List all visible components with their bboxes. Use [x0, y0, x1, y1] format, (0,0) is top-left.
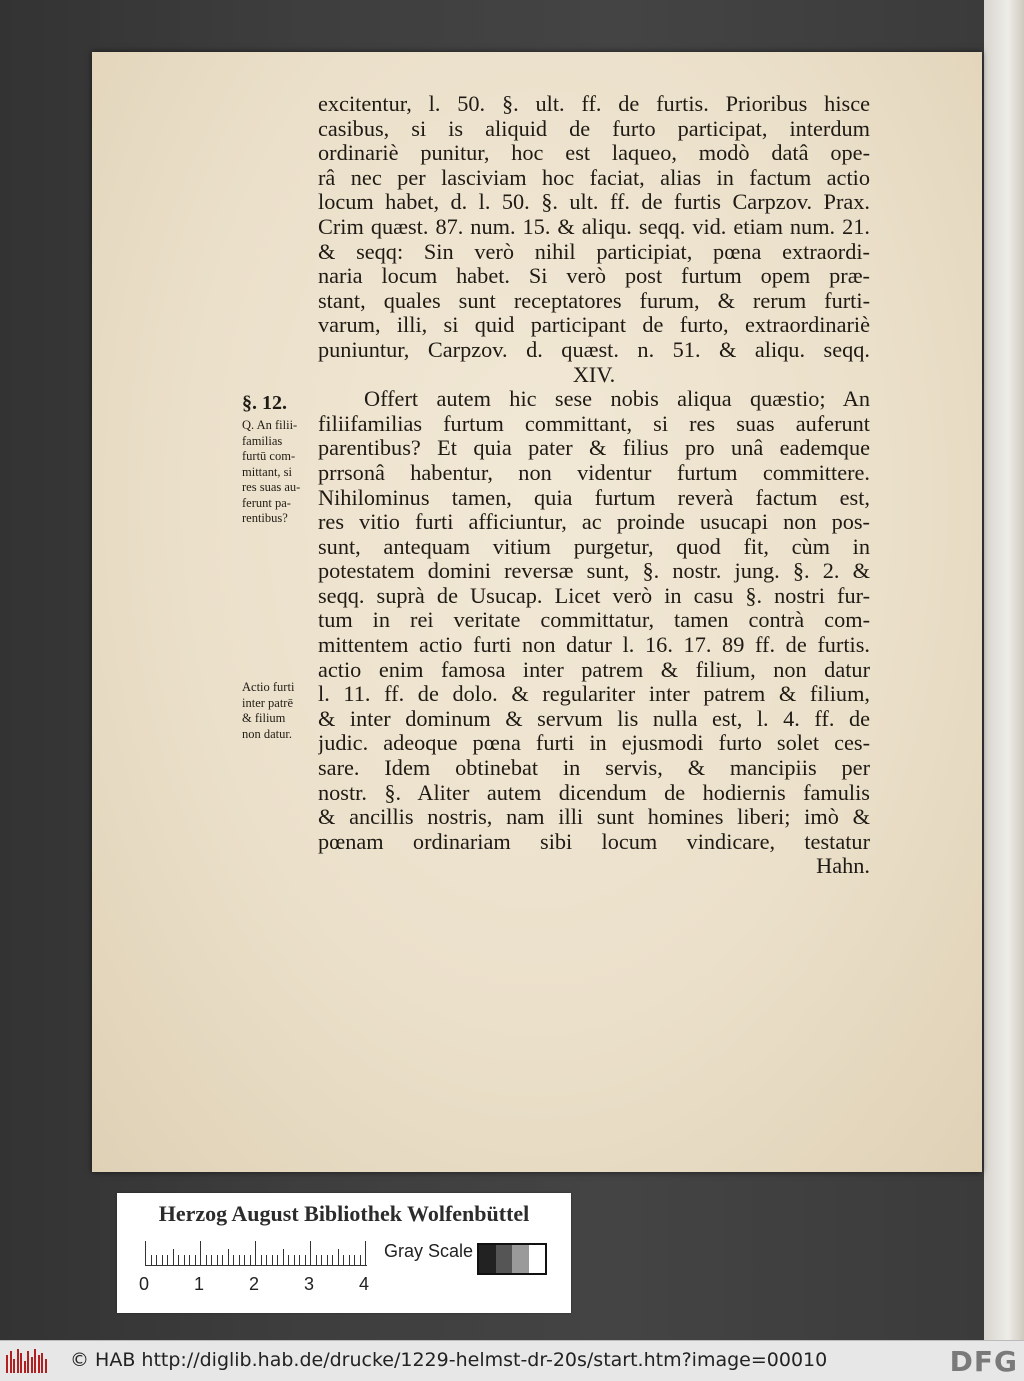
ruler-tick: [162, 1255, 163, 1265]
ruler-tick: [338, 1249, 339, 1265]
text-line: excitentur, l. 50. §. ult. ff. de furtis. Prioribus hisce: [318, 92, 870, 116]
book-page: [92, 52, 982, 1172]
ruler-baseline: [145, 1265, 367, 1266]
ruler-tick: [178, 1255, 179, 1265]
margin-note-line: familias: [242, 433, 283, 448]
ruler-tick: [151, 1255, 152, 1265]
ruler-tick: [299, 1255, 300, 1265]
text-line: & ancillis nostris, nam illi sunt homines liberi; imò &: [318, 805, 870, 830]
text-line: sare. Idem obtinebat in servis, & mancipiis per: [318, 756, 870, 781]
text-line: seqq. suprà de Usucap. Licet verò in casu §. nostri fur-: [318, 583, 870, 608]
ruler-tick: [184, 1255, 185, 1265]
text-line: râ nec per lasciviam hoc faciat, alias in factum actio: [318, 165, 870, 190]
section-number: §. 12.: [242, 392, 287, 414]
text-line: mittentem actio furti non datur l. 16. 17. 89 ff. de furtis.: [318, 633, 870, 658]
ruler-label: 1: [194, 1274, 205, 1294]
ruler-tick: [167, 1255, 168, 1265]
text-line: Nihilominus tamen, quia furtum reverà factum est,: [318, 485, 870, 510]
text-line: tum in rei veritate committatur, tamen contrà com-: [318, 608, 870, 633]
ruler-tick: [222, 1255, 223, 1265]
text-line: stant, quales sunt receptatores furum, & rerum furti-: [318, 288, 870, 313]
text-line: casibus, si is aliquid de furto participat, interdum: [318, 116, 870, 141]
text-line: res vitio furti afficiuntur, ac proinde usucapi non pos-: [318, 510, 870, 535]
ruler-tick: [206, 1255, 207, 1265]
ruler-tick: [173, 1249, 174, 1265]
text-line: & seqq: Sin verò nihil participiat, pœna extraordi-: [318, 239, 870, 264]
margin-note-line: res suas au-: [242, 480, 301, 494]
text-line: Crim quæst. 87. num. 15. & aliqu. seqq. vid. etiam num. 21.: [318, 214, 870, 239]
section-heading: XIV.: [572, 362, 616, 387]
text-line: naria locum habet. Si verò post furtum opem præ-: [318, 264, 870, 289]
ruler-tick: [272, 1255, 273, 1265]
text-line: actio enim famosa inter patrem & filium, non datur: [318, 657, 870, 682]
margin-note-line: & filium: [242, 711, 286, 725]
ruler-tick: [310, 1241, 311, 1265]
margin-note-line: Actio furti: [242, 680, 295, 694]
ruler-tick: [360, 1255, 361, 1265]
ruler-tick: [327, 1255, 328, 1265]
page-body-text: [318, 92, 870, 879]
margin-note-line: mittant, si: [242, 464, 292, 479]
ruler-tick: [283, 1249, 284, 1265]
text-line: locum habet, d. l. 50. §. ult. ff. de furtis Carpzov. Prax.: [318, 190, 870, 215]
margin-note-actio: [242, 680, 324, 742]
ruler-tick: [211, 1255, 212, 1265]
text-line: & inter dominum & servum lis nulla est, l. 4. ff. de: [318, 706, 870, 731]
ruler-tick: [332, 1255, 333, 1265]
text-line: judic. adeoque pœna furti in ejusmodi furto solet ces-: [318, 731, 870, 756]
text-line: puniuntur, Carpzov. d. quæst. n. 51. & aliqu. seqq.: [318, 337, 870, 362]
gray-swatch: [496, 1245, 513, 1273]
ruler-tick: [189, 1255, 190, 1265]
ruler-scale: [145, 1241, 367, 1265]
next-page-edge: [984, 0, 1024, 1340]
margin-note-line: ferunt pa-: [242, 495, 291, 510]
ruler-tick: [288, 1255, 289, 1265]
text-line: Offert autem hic sese nobis aliqua quæstio; An: [364, 387, 870, 412]
footer-bar: [0, 1340, 1024, 1381]
text-line: potestatem domini reversæ sunt, §. nostr. jung. §. 2. &: [318, 559, 870, 584]
ruler-tick: [250, 1255, 251, 1265]
ruler-tick: [244, 1255, 245, 1265]
ruler-tick: [217, 1255, 218, 1265]
text-line: prrsonâ habentur, non videntur furtum committere.: [318, 460, 870, 485]
ruler-tick: [349, 1255, 350, 1265]
ruler-tick: [316, 1255, 317, 1265]
text-line: ordinariè punitur, hoc est laqueo, modò datâ ope-: [318, 141, 870, 166]
ruler-tick: [321, 1255, 322, 1265]
margin-note-line: inter patrē: [242, 695, 294, 710]
footer-copyright-url[interactable]: © HAB http://diglib.hab.de/drucke/1229-helmst-dr-20s/start.htm?image=00010: [70, 1349, 828, 1371]
text-line: parentibus? Et quia pater & filius pro unâ eademque: [318, 436, 870, 461]
ruler-label: 2: [249, 1274, 260, 1294]
ruler-tick: [266, 1255, 267, 1265]
ruler-tick: [228, 1249, 229, 1265]
ruler-tick: [365, 1241, 366, 1265]
gray-swatch: [512, 1245, 529, 1273]
ruler-tick: [277, 1255, 278, 1265]
gray-scale-swatches: [477, 1243, 547, 1275]
ruler-tick: [239, 1255, 240, 1265]
ruler-tick: [156, 1255, 157, 1265]
text-line: filiifamilias furtum committant, si res suas auferunt: [318, 411, 870, 436]
ruler-tick: [343, 1255, 344, 1265]
margin-note-line: Q. An filii-: [242, 418, 298, 432]
text-line: Hahn.: [816, 854, 870, 879]
library-color-card: [117, 1193, 571, 1313]
ruler-tick: [255, 1241, 256, 1265]
gray-scale-label: Gray Scale: [384, 1241, 474, 1261]
ruler-tick: [261, 1255, 262, 1265]
gray-swatch: [479, 1245, 496, 1273]
text-line: varum, illi, si quid participant de furto, extraordinariè: [318, 313, 870, 338]
ruler-tick: [305, 1255, 306, 1265]
ruler-label: 3: [304, 1274, 315, 1294]
ruler-label: 0: [139, 1274, 150, 1294]
gray-swatch: [529, 1245, 546, 1273]
text-line: l. 11. ff. de dolo. & regulariter inter patrem & filium,: [318, 682, 870, 707]
margin-note-line: furtū com-: [242, 449, 296, 463]
ruler-tick: [294, 1255, 295, 1265]
dfg-logo: DFG: [949, 1345, 1018, 1378]
margin-note-question: [242, 418, 324, 527]
ruler-tick: [200, 1241, 201, 1265]
library-name: Herzog August Bibliothek Wolfenbüttel: [158, 1201, 530, 1226]
margin-note-line: non datur.: [242, 726, 292, 741]
text-line: pœnam ordinariam sibi locum vindicare, testatur: [318, 829, 870, 854]
text-line: sunt, antequam vitium purgetur, quod fit, cùm in: [318, 534, 870, 559]
ruler-tick: [195, 1255, 196, 1265]
ruler-tick: [145, 1241, 146, 1265]
text-line: nostr. §. Aliter autem dicendum de hodiernis famulis: [318, 780, 870, 805]
ruler-tick: [354, 1255, 355, 1265]
margin-note-line: rentibus?: [242, 511, 288, 525]
barcode-icon: [6, 1349, 50, 1373]
ruler-label: 4: [359, 1274, 370, 1294]
ruler-tick: [233, 1255, 234, 1265]
